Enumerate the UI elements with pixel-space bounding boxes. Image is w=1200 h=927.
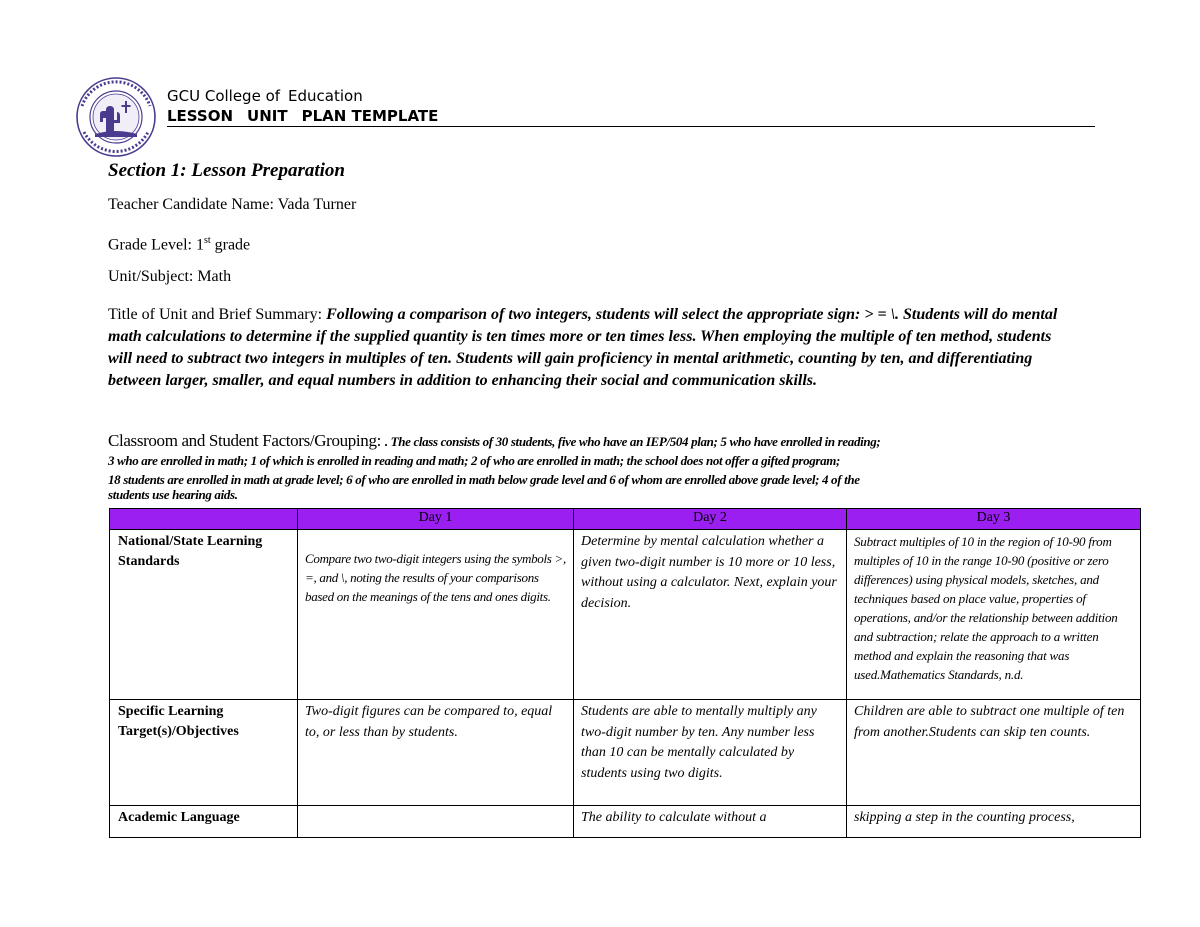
template-title-part: PLAN TEMPLATE [301, 107, 439, 125]
table-cell: Compare two two-digit integers using the symbols >, =, and \, noting the results of your comparisons based on the meanings of the tens and ones digits. [298, 530, 574, 700]
grade-level-tail: grade [210, 236, 251, 254]
grade-level-label: Grade Level: 1 [108, 236, 204, 254]
row-label: National/State Learning Standards [110, 530, 298, 700]
college-name-part: Education [288, 87, 363, 105]
template-title-part: LESSON [167, 107, 234, 125]
grade-level-sup: st [203, 235, 211, 246]
gcu-seal-logo [70, 76, 162, 158]
table-header-row [110, 509, 1141, 530]
table-row [110, 700, 1141, 806]
unit-subject: Unit/Subject: Math [108, 268, 232, 285]
factors-label: Classroom and Student Factors/Grouping: [108, 431, 385, 450]
teacher-name: Teacher Candidate Name: Vada Turner [108, 196, 357, 213]
column-header: Day 1 [298, 509, 574, 530]
table-cell [298, 806, 574, 838]
table-cell: skipping a step in the counting process, [847, 806, 1141, 838]
document-header [167, 86, 1095, 127]
column-header [110, 509, 298, 530]
table-cell: Subtract multiples of 10 in the region of 10-90 from multiples of 10 in the range 10-90 (positive or zero differences) using physical models, sketches, and techniques based on place value, properties of operations, and/or the relationship between addition and subtraction; relate the approach to a written method and explain the reasoning that was used.Mathematics Standards, n.d. [847, 530, 1141, 700]
template-title-part: UNIT [247, 107, 288, 125]
unit-summary [108, 304, 1068, 392]
table-row [110, 530, 1141, 700]
lesson-plan-table [109, 508, 1141, 838]
summary-label: Title of Unit and Brief Summary: [108, 306, 327, 323]
table-row [110, 806, 1141, 838]
section-title: Section 1: Lesson Preparation [108, 160, 345, 181]
factors-line: . The class consists of 30 students, five who have an IEP/504 plan; 5 who have enrolled in reading; [384, 434, 881, 449]
table-cell: Students are able to mentally multiply any two-digit number by ten. Any number less than 10 can be mentally calculated by students using two digits. [574, 700, 847, 806]
classroom-factors [108, 431, 1068, 504]
column-header: Day 2 [574, 509, 847, 530]
factors-line: 18 students are enrolled in math at grade level; 6 of who are enrolled in math below grade level and 6 of whom are enrolled above grade level; 4 of the [108, 472, 860, 487]
factors-line: 3 who are enrolled in math; 1 of which is enrolled in reading and math; 2 of who are enrolled in math; the school does not offer a gifted program; [108, 453, 840, 468]
template-title [167, 106, 1095, 127]
factors-line: students use hearing aids. [108, 487, 238, 502]
row-label: Academic Language [110, 806, 298, 838]
row-label: Specific Learning Target(s)/Objectives [110, 700, 298, 806]
grade-level [108, 231, 250, 255]
table-cell: Two-digit figures can be compared to, equal to, or less than by students. [298, 700, 574, 806]
table-cell: Children are able to subtract one multiple of ten from another.Students can skip ten counts. [847, 700, 1141, 806]
college-name [167, 86, 1095, 106]
column-header: Day 3 [847, 509, 1141, 530]
college-name-part: GCU College of [167, 87, 281, 105]
table-cell: Determine by mental calculation whether a given two-digit number is 10 more or 10 less, without using a calculator. Next, explain your decision. [574, 530, 847, 700]
table-cell: The ability to calculate without a [574, 806, 847, 838]
summary-text: Following a comparison of two integers, students will select the appropriate sign: > = \. Students will do mental math calculations to determine if the supplied quantity is ten times more or ten times less. When employing the multiple of ten method, students will need to subtract two integers in multiples of ten. Students will gain proficiency in mental arithmetic, counting by ten, and differentiating between larger, smaller, and equal numbers in addition to enhancing their social and communication skills. [108, 306, 1058, 389]
